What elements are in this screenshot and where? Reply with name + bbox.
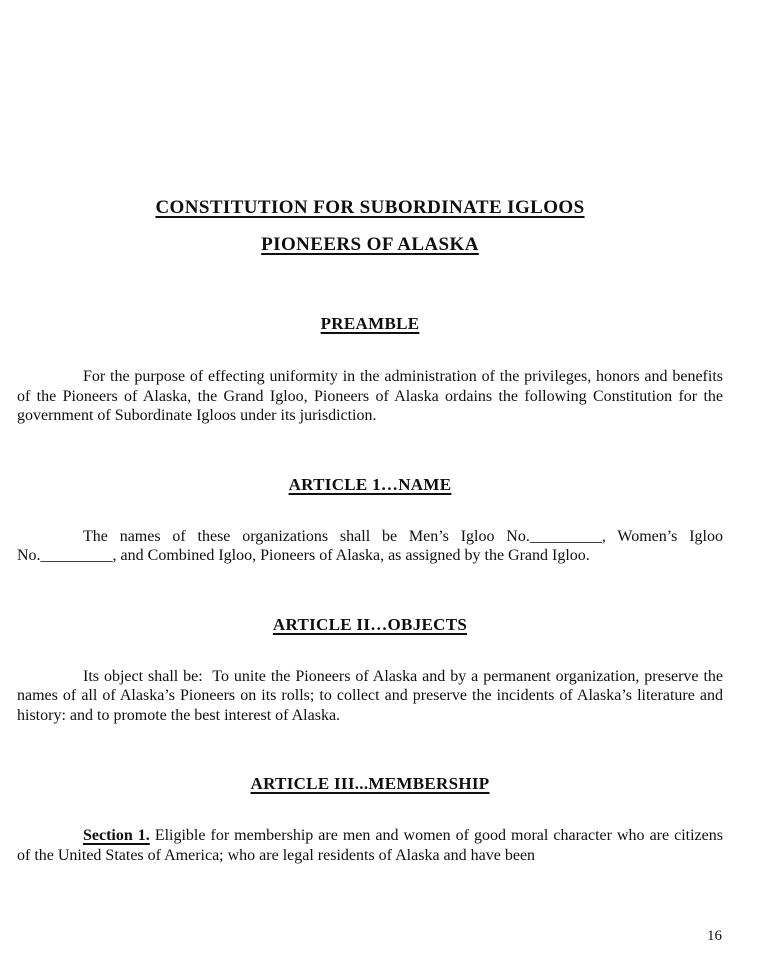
preamble-heading-text: PREAMBLE: [320, 314, 420, 333]
article-1-heading-text: ARTICLE 1…NAME: [288, 474, 452, 494]
document-title-line-2-text: PIONEERS OF ALASKA: [261, 234, 479, 255]
article-1-heading: [17, 475, 723, 494]
section-1-label: Section 1.: [83, 827, 150, 844]
document-title-line-2: [17, 234, 723, 256]
article-3-heading-text: ARTICLE III...MEMBERSHIP: [250, 774, 490, 793]
article-2-heading: [17, 615, 723, 634]
article-3-section-1-paragraph: [17, 826, 723, 865]
section-1-text: Eligible for membership are men and women of good moral character who are citizens of the United States of America; who are legal residents of Alaska and have been: [17, 827, 723, 864]
document-title-line-1: [17, 197, 723, 219]
preamble-paragraph: For the purpose of effecting uniformity in the administration of the privileges, honors and benefits of the Pioneers of Alaska, the Grand Igloo, Pioneers of Alaska ordains the following Constitution for the government of Subordinate Igloos under its jurisdiction.: [17, 368, 723, 424]
preamble-heading: [17, 314, 723, 333]
document-title-line-1-text: CONSTITUTION FOR SUBORDINATE IGLOOS: [155, 197, 585, 218]
page-number: 16: [707, 928, 722, 944]
article-3-heading: [17, 774, 723, 793]
article-2-paragraph: Its object shall be: To unite the Pioneers of Alaska and by a permanent organization, preserve the names of all of Alaska’s Pioneers on its rolls; to collect and preserve the incidents of Alaska’s literature and history: and to promote the best interest of Alaska.: [17, 667, 723, 724]
article-2-heading-text: ARTICLE II…OBJECTS: [272, 614, 468, 634]
article-1-paragraph: The names of these organizations shall be Men’s Igloo No._________, Women’s Igloo No._________, and Combined Igloo, Pioneers of Alaska, as assigned by the Grand Igloo.: [17, 527, 723, 564]
